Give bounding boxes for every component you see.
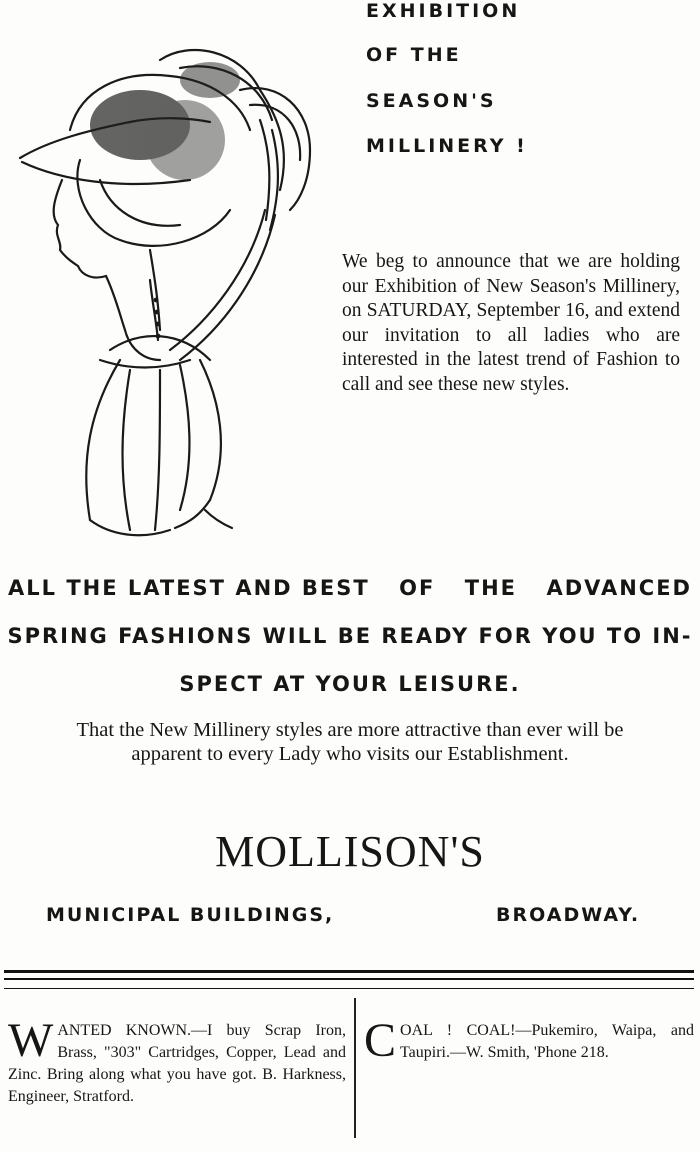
classified-ad-wanted — [8, 1014, 346, 1108]
closing-paragraph: That the New Millinery styles are more attractive than ever will be apparent to every Lady who visits our Establishment. — [76, 719, 624, 765]
classified-ad-coal — [364, 1014, 694, 1067]
classified-text: ANTED KNOWN.—I buy Scrap Iron, Brass, "303" Cartridges, Copper, Lead and Zinc. Bring along what you have got. B. Harkness, Engineer, Stratford. — [8, 1022, 346, 1105]
heading-line-1: EXHIBITION — [366, 0, 521, 22]
address-right: BROADWAY. — [496, 904, 641, 926]
intro-paragraph: We beg to announce that we are holding our Exhibition of New Season's Millinery, on SATURDAY, September 16, and extend our invitation to all ladies who are interested in the latest trend of Fashion to call and see these new styles. — [342, 251, 680, 395]
banner-word: OF — [399, 576, 436, 600]
heading-line-2: OF THE — [366, 44, 462, 66]
heading-line-3: SEASON'S — [366, 90, 497, 112]
banner-word: ADVANCED — [546, 576, 692, 600]
banner-word: ALL THE LATEST AND BEST — [8, 576, 370, 600]
banner-line-1 — [0, 576, 700, 600]
dropcap: C — [364, 1014, 397, 1067]
banner-line-3: SPECT AT YOUR LEISURE. — [179, 672, 521, 696]
classified-text: OAL ! COAL!—Pukemiro, Waipa, and Taupiri.—W. Smith, 'Phone 218. — [400, 1022, 694, 1061]
dropcap: W — [8, 1014, 54, 1067]
lady-hat-illustration — [10, 30, 340, 570]
banner-word: THE — [464, 576, 518, 600]
banner-line-2: SPRING FASHIONS WILL BE READY FOR YOU TO IN- — [7, 624, 693, 648]
column-divider — [354, 998, 356, 1138]
address-left: MUNICIPAL BUILDINGS, — [46, 904, 335, 926]
divider-rule — [4, 978, 694, 980]
divider-rule — [4, 988, 694, 989]
heading-line-4: MILLINERY ! — [366, 135, 528, 157]
divider-rule — [4, 970, 694, 973]
store-name: MOLLISON'S — [215, 827, 485, 876]
